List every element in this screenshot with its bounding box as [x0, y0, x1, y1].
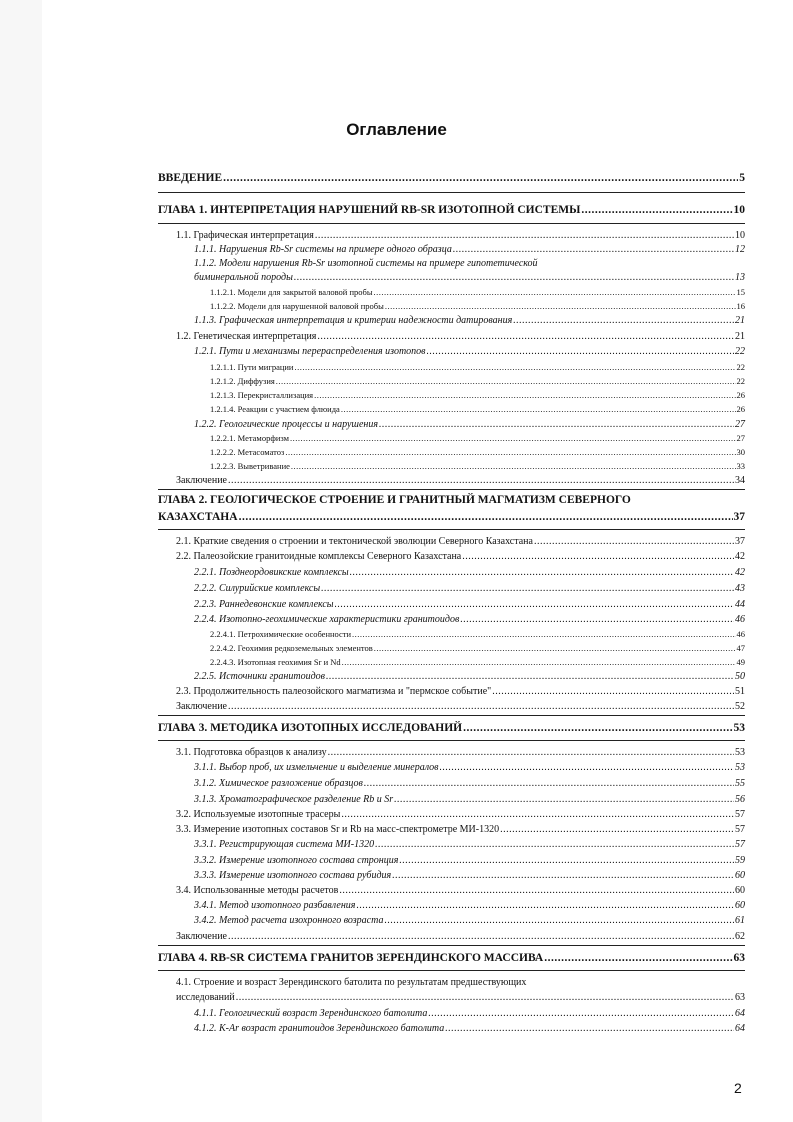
toc-entry-3-1-1[interactable]: 3.1.1. Выбор проб, их измельчение и выделение минералов ..... 53: [194, 761, 745, 774]
toc-entry-chapter-2[interactable]: КАЗАХСТАНА ..... 37: [158, 511, 745, 524]
divider: [158, 192, 745, 193]
toc-entry-2-1[interactable]: 2.1. Краткие сведения о строении и тектонической эволюции Северного Казахстана ..... 37: [176, 535, 745, 548]
toc-entry-chapter-3[interactable]: ГЛАВА 3. МЕТОДИКА ИЗОТОПНЫХ ИССЛЕДОВАНИЙ ..... 53: [158, 722, 745, 735]
toc-entry-3-3[interactable]: 3.3. Измерение изотопных составов Sr и Rb на масс-спектрометре МИ-1320 ..... 57: [176, 823, 745, 836]
toc-entry-1-2-1-3[interactable]: 1.2.1.3. Перекристаллизация ..... 26: [210, 389, 745, 402]
toc-entry-3-3-2[interactable]: 3.3.2. Измерение изотопного состава стронция ..... 59: [194, 854, 745, 867]
toc-entry-2-2-4[interactable]: 2.2.4. Изотопно-геохимические характеристики гранитоидов ..... 46: [194, 613, 745, 626]
toc-entry-2-2[interactable]: 2.2. Палеозойские гранитоидные комплексы Северного Казахстана ..... 42: [176, 550, 745, 563]
toc-entry-3-1-3[interactable]: 3.1.3. Хроматографическое разделение Rb и Sr ..... 56: [194, 793, 745, 806]
toc-entry-1-1[interactable]: 1.1. Графическая интерпретация ..... 10: [176, 229, 745, 242]
toc-entry-1-2-1-4[interactable]: 1.2.1.4. Реакции с участием флюида ..... 26: [210, 403, 745, 416]
toc-entry-1-1-2-2[interactable]: 1.1.2.2. Модели для нарушенной валовой пробы ..... 16: [210, 300, 745, 313]
divider: [158, 715, 745, 716]
toc-entry-introduction[interactable]: ВВЕДЕНИЕ ..... 5: [158, 172, 745, 185]
toc-entry-1-2-1[interactable]: 1.2.1. Пути и механизмы перераспределения изотопов ..... 22: [194, 345, 745, 358]
divider: [158, 945, 745, 946]
toc-entry-4-1-1[interactable]: 4.1.1. Геологический возраст Зерендинского батолита ..... 64: [194, 1007, 745, 1020]
toc-entry-1-2-1-2[interactable]: 1.2.1.2. Диффузия ..... 22: [210, 375, 745, 388]
toc-entry-4-1-2[interactable]: 4.1.2. K-Ar возраст гранитоидов Зерендинского батолита ..... 64: [194, 1022, 745, 1035]
page-title: Оглавление: [346, 120, 447, 139]
toc-entry-3-1-2[interactable]: 3.1.2. Химическое разложение образцов ..... 55: [194, 777, 745, 790]
divider: [158, 529, 745, 530]
toc-entry-2-2-3[interactable]: 2.2.3. Раннедевонские комплексы ..... 44: [194, 598, 745, 611]
toc-entry-2-2-4-1[interactable]: 2.2.4.1. Петрохимические особенности ..... 46: [210, 628, 745, 641]
toc-entry-ch1-conclusion[interactable]: Заключение ..... 34: [176, 474, 745, 487]
toc-entry-3-3-3[interactable]: 3.3.3. Измерение изотопного состава рубидия ..... 60: [194, 869, 745, 882]
toc-entry-1-2-2-1[interactable]: 1.2.2.1. Метаморфизм ..... 27: [210, 432, 745, 445]
divider: [158, 489, 745, 490]
divider: [158, 223, 745, 224]
toc-entry-3-4-1[interactable]: 3.4.1. Метод изотопного разбавления ..... 60: [194, 899, 745, 912]
toc-entry-3-1[interactable]: 3.1. Подготовка образцов к анализу ..... 53: [176, 746, 745, 759]
toc-entry-1-1-2[interactable]: биминеральной породы ..... 13: [194, 271, 745, 284]
toc-entry-2-2-2[interactable]: 2.2.2. Силурийские комплексы ..... 43: [194, 582, 745, 595]
toc-entry-4-1[interactable]: исследований ..... 63: [176, 991, 745, 1004]
page-edge-shade: [0, 0, 42, 1122]
toc-entry-3-4-2[interactable]: 3.4.2. Метод расчета изохронного возраста ..... 61: [194, 914, 745, 927]
toc-entry-1-1-1[interactable]: 1.1.1. Нарушения Rb-Sr системы на примере одного образца ..... 12: [194, 243, 745, 256]
divider: [158, 970, 745, 971]
toc-entry-1-2-2-2[interactable]: 1.2.2.2. Метасоматоз ..... 30: [210, 446, 745, 459]
toc-entry-3-2[interactable]: 3.2. Используемые изотопные трасеры ..... 57: [176, 808, 745, 821]
page-number: 2: [734, 1080, 742, 1096]
toc-entry-1-1-2-1[interactable]: 1.1.2.1. Модели для закрытой валовой пробы ..... 15: [210, 286, 745, 299]
toc-entry-3-3-1[interactable]: 3.3.1. Регистрирующая система МИ-1320 ..... 57: [194, 838, 745, 851]
toc-entry-1-2-2[interactable]: 1.2.2. Геологические процессы и нарушения ..... 27: [194, 418, 745, 431]
toc-entry-2-2-1[interactable]: 2.2.1. Позднеордовикские комплексы ..... 42: [194, 566, 745, 579]
divider: [158, 740, 745, 741]
toc-entry-1-1-2-line1[interactable]: 1.1.2. Модели нарушения Rb-Sr изотопной системы на примере гипотетической: [194, 258, 538, 269]
toc-entry-2-3[interactable]: 2.3. Продолжительность палеозойского магматизма и "пермское событие" ..... 51: [176, 685, 745, 698]
toc-entry-chapter-1[interactable]: ГЛАВА 1. ИНТЕРПРЕТАЦИЯ НАРУШЕНИЙ RB-SR ИЗОТОПНОЙ СИСТЕМЫ ..... 10: [158, 204, 745, 217]
toc-entry-1-1-3[interactable]: 1.1.3. Графическая интерпретация и критерии надежности датирования ..... 21: [194, 314, 745, 327]
toc-entry-1-2[interactable]: 1.2. Генетическая интерпретация ..... 21: [176, 330, 745, 343]
toc-entry-1-2-2-3[interactable]: 1.2.2.3. Выветривание ..... 33: [210, 460, 745, 473]
toc-entry-chapter-4[interactable]: ГЛАВА 4. RB-SR СИСТЕМА ГРАНИТОВ ЗЕРЕНДИНСКОГО МАССИВА ..... 63: [158, 952, 745, 965]
toc-entry-1-2-1-1[interactable]: 1.2.1.1. Пути миграции ..... 22: [210, 361, 745, 374]
toc-entry-2-2-5[interactable]: 2.2.5. Источники гранитоидов ..... 50: [194, 670, 745, 683]
toc-entry-2-2-4-2[interactable]: 2.2.4.2. Геохимия редкоземельных элементов ..... 47: [210, 642, 745, 655]
toc-entry-2-2-4-3[interactable]: 2.2.4.3. Изотопная геохимия Sr и Nd ..... 49: [210, 656, 745, 669]
toc-entry-ch2-conclusion[interactable]: Заключение ..... 52: [176, 700, 745, 713]
toc-entry-3-4[interactable]: 3.4. Использованные методы расчетов ..... 60: [176, 884, 745, 897]
toc-entry-ch3-conclusion[interactable]: Заключение ..... 62: [176, 930, 745, 943]
toc-entry-4-1-line1[interactable]: 4.1. Строение и возраст Зерендинского батолита по результатам предшествующих: [176, 977, 527, 988]
toc-entry-chapter-2-line1[interactable]: ГЛАВА 2. ГЕОЛОГИЧЕСКОЕ СТРОЕНИЕ И ГРАНИТНЫЙ МАГМАТИЗМ СЕВЕРНОГО: [158, 494, 631, 506]
